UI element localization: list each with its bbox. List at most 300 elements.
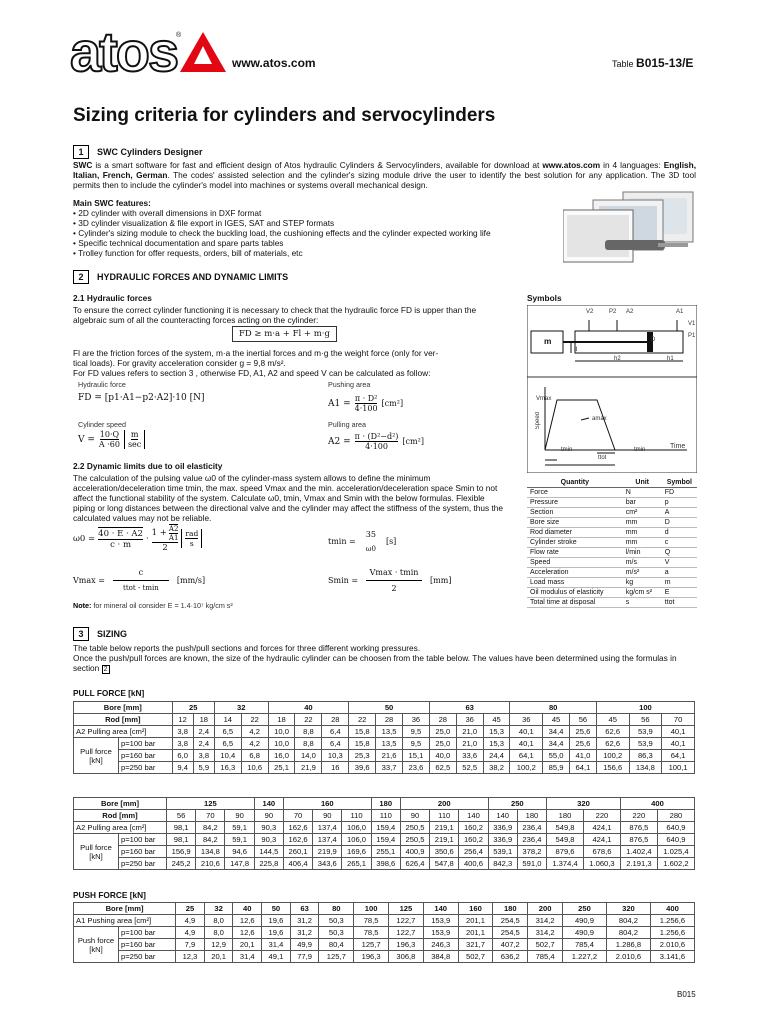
- force-value: 169,6: [342, 846, 371, 858]
- force-value: 549,8: [547, 834, 584, 846]
- area-value: 53,9: [629, 726, 662, 738]
- force-value: 20,1: [204, 951, 233, 963]
- area-value: 640,9: [657, 822, 694, 834]
- rod-row: [74, 714, 695, 726]
- force-value: 6,8: [241, 750, 268, 762]
- bore-value: 32: [204, 903, 233, 915]
- symbol-cell: Acceleration: [527, 568, 623, 578]
- bore-value: 320: [547, 798, 621, 810]
- rod-value: 110: [342, 810, 371, 822]
- area-value: 34,4: [543, 726, 570, 738]
- force-value: 14,0: [295, 750, 322, 762]
- force-header: Push force [kN]: [74, 927, 119, 963]
- rod-value: 36: [510, 714, 543, 726]
- symbol-row: [527, 498, 697, 508]
- force-value: 85,9: [543, 762, 570, 774]
- col-symbol: Symbol: [662, 478, 697, 488]
- section-number: 3: [73, 627, 89, 641]
- symbol-cell: Rod diameter: [527, 528, 623, 538]
- force-value: 255,1: [371, 846, 400, 858]
- symbol-cell: s: [623, 598, 662, 608]
- force-value: 25,6: [570, 738, 597, 750]
- note: Note: for mineral oil consider E = 1.4·10⁷ kg/cm s²: [73, 601, 233, 610]
- rod-value: 28: [376, 714, 403, 726]
- force-value: 6,4: [322, 738, 349, 750]
- rod-value: 220: [583, 810, 620, 822]
- pressure-label: p=100 bar: [119, 834, 167, 846]
- force-value: 59,1: [225, 834, 254, 846]
- force-value: 6,5: [214, 738, 241, 750]
- force-value: 77,9: [290, 951, 319, 963]
- area-value: 62,6: [596, 726, 629, 738]
- pushing-area-formula: A1 = $\frac{\text{π · D²}}{4\cdot 100}$ [cm²]: [328, 394, 404, 413]
- force-value: 159,4: [371, 834, 400, 846]
- bore-value: 80: [319, 903, 354, 915]
- force-value: 842,3: [488, 858, 517, 870]
- area-header: A2 Pulling area [cm²]: [74, 822, 167, 834]
- force-value: 196,3: [354, 951, 389, 963]
- force-value: 8,8: [295, 738, 322, 750]
- bore-value: 180: [493, 903, 528, 915]
- force-value: 100,2: [510, 762, 543, 774]
- features-list: [73, 198, 553, 258]
- pulling-area-label: Pulling area: [328, 420, 366, 429]
- force-value: 678,6: [583, 846, 620, 858]
- force-value: 25,1: [268, 762, 295, 774]
- bore-value: 125: [389, 903, 424, 915]
- section-1-intro: SWC is a smart software for fast and efficient design of Atos hydraulic Cylinders & Servocylinders, available for download at www.atos.com in 4 languages: English, Italian, French, German. The codes' assisted selection and the cylinder's sizing module drive the user to identify the best solution for any application. The 3D tool permits then to include the cylinder's model into machines or systems overall mechanical design.: [73, 160, 697, 190]
- rod-value: 90: [400, 810, 429, 822]
- bore-value: 400: [620, 798, 694, 810]
- force-value: 134,8: [629, 762, 662, 774]
- force-value: 314,2: [528, 927, 563, 939]
- pressure-label: p=160 bar: [119, 846, 167, 858]
- force-value: 23,6: [402, 762, 429, 774]
- bore-value: 50: [262, 903, 291, 915]
- symbol-cell: m/s: [623, 558, 662, 568]
- force-value: 2,4: [193, 738, 214, 750]
- area-value: 160,2: [459, 822, 488, 834]
- rod-value: 18: [193, 714, 214, 726]
- label-vmax: Vmax: [536, 396, 552, 402]
- area-header: A2 Pulling area [cm²]: [74, 726, 173, 738]
- force-value: 10,0: [268, 738, 295, 750]
- rod-value: 12: [172, 714, 193, 726]
- force-value: 156,6: [596, 762, 629, 774]
- symbol-cell: Force: [527, 488, 623, 498]
- force-value: 125,7: [319, 951, 354, 963]
- force-value: 33,7: [376, 762, 403, 774]
- force-value: 219,1: [430, 834, 459, 846]
- subsection-2-2-title: 2.2 Dynamic limits due to oil elasticity: [73, 461, 223, 471]
- pressure-label: p=100 bar: [119, 738, 173, 750]
- force-value: 256,4: [459, 846, 488, 858]
- rod-value: 90: [313, 810, 342, 822]
- area-value: 804,2: [606, 915, 650, 927]
- symbol-cell: Flow rate: [527, 548, 623, 558]
- force-value: 378,2: [517, 846, 546, 858]
- rod-value: 220: [620, 810, 657, 822]
- symbol-cell: l/min: [623, 548, 662, 558]
- force-row: [74, 738, 695, 750]
- force-value: 122,7: [389, 927, 424, 939]
- hydraulic-forces-paragraph: To ensure the correct cylinder functioning it is necessary to check that the hydraulic force FD is upper than the algebraic sum of all the counteracting forces acting on the cylinder:: [73, 305, 477, 325]
- section-3-heading: 3 SIZING: [73, 627, 127, 641]
- label-h2: h2: [614, 356, 621, 362]
- symbol-cell: E: [662, 588, 697, 598]
- force-value: 156,9: [167, 846, 196, 858]
- force-value: 64,1: [570, 762, 597, 774]
- force-value: 64,1: [662, 750, 695, 762]
- force-value: 39,6: [349, 762, 376, 774]
- force-value: 16,0: [268, 750, 295, 762]
- bore-value: 25: [172, 702, 214, 714]
- rod-value: 36: [402, 714, 429, 726]
- force-value: 336,9: [488, 834, 517, 846]
- force-value: 2.010,6: [606, 951, 650, 963]
- area-value: 8,8: [295, 726, 322, 738]
- force-value: 636,2: [493, 951, 528, 963]
- symbol-cell: kg/cm s²: [623, 588, 662, 598]
- area-value: 90,3: [254, 822, 283, 834]
- area-value: 162,6: [283, 822, 312, 834]
- area-value: 549,8: [547, 822, 584, 834]
- area-value: 106,0: [342, 822, 371, 834]
- symbol-row: [527, 488, 697, 498]
- bore-value: 200: [528, 903, 563, 915]
- subsection-2-1-title: 2.1 Hydraulic forces: [73, 293, 152, 303]
- label-mass: m: [544, 336, 552, 346]
- force-value: 10,4: [214, 750, 241, 762]
- symbol-row: [527, 508, 697, 518]
- symbol-cell: bar: [623, 498, 662, 508]
- force-value: 15,1: [402, 750, 429, 762]
- force-value: 490,9: [562, 927, 606, 939]
- force-value: 50,3: [319, 927, 354, 939]
- force-value: 350,6: [430, 846, 459, 858]
- force-value: 134,8: [196, 846, 225, 858]
- rod-value: 90: [254, 810, 283, 822]
- dynamic-limits-paragraph: The calculation of the pulsing value ω0 of the cylinder-mass system allows to define the minimum acceleration/deceleration time tmin, the max. speed Vmax and the min. acceleration/deceleration space Smin to not affect the functional stability of the system. Calculate ω0, tmin, Vmax and Smin with the below formulas. Flexible piping or long distances between the directional valve and the cylinder may affect the stiffness of the system, thus the calculated values may not be reliable.: [73, 473, 503, 523]
- symbol-cell: Oil modulus of elasticity: [527, 588, 623, 598]
- force-value: 100,1: [662, 762, 695, 774]
- force-value: 31,4: [233, 951, 262, 963]
- force-value: 80,4: [319, 939, 354, 951]
- symbol-cell: cm²: [623, 508, 662, 518]
- area-value: 876,5: [620, 822, 657, 834]
- force-value: 40,1: [662, 738, 695, 750]
- pressure-label: p=250 bar: [119, 762, 173, 774]
- force-value: 144,5: [254, 846, 283, 858]
- bore-value: 125: [167, 798, 255, 810]
- rod-row: [74, 810, 695, 822]
- symbol-cell: Cylinder stroke: [527, 538, 623, 548]
- force-value: 6,0: [172, 750, 193, 762]
- bore-value: 250: [488, 798, 546, 810]
- bore-value: 50: [349, 702, 430, 714]
- force-value: 40,1: [510, 738, 543, 750]
- label-speed: Speed: [535, 412, 541, 430]
- force-value: 260,1: [283, 846, 312, 858]
- area-value: 3,8: [172, 726, 193, 738]
- force-value: 52,5: [456, 762, 483, 774]
- force-value: 38,2: [483, 762, 510, 774]
- area-row: [74, 822, 695, 834]
- symbols-title: Symbols: [527, 293, 562, 303]
- force-value: 12,3: [176, 951, 205, 963]
- bore-value: 80: [510, 702, 596, 714]
- symbol-row: [527, 548, 697, 558]
- pull-force-table-2: [73, 797, 695, 870]
- force-value: 321,7: [458, 939, 493, 951]
- symbol-cell: p: [662, 498, 697, 508]
- force-value: 785,4: [528, 951, 563, 963]
- bore-row: [74, 903, 695, 915]
- registered-mark: ®: [176, 32, 182, 39]
- page-title: Sizing criteria for cylinders and servocylinders: [73, 105, 496, 126]
- force-value: 265,1: [342, 858, 371, 870]
- symbol-cell: m: [662, 578, 697, 588]
- cylinder-speed-formula: V = $\frac{10\cdot Q}{A \cdot 60}$ m sec: [78, 430, 145, 449]
- force-value: 25,0: [429, 738, 456, 750]
- force-row: [74, 750, 695, 762]
- force-header: Pull force [kN]: [74, 738, 119, 774]
- force-value: 1.286,8: [606, 939, 650, 951]
- bore-row: [74, 798, 695, 810]
- area-value: 8,0: [204, 915, 233, 927]
- force-value: 12,6: [233, 927, 262, 939]
- force-row: [74, 762, 695, 774]
- area-value: 9,5: [402, 726, 429, 738]
- force-value: 3.141,6: [650, 951, 694, 963]
- area-value: 201,1: [458, 915, 493, 927]
- force-value: 879,6: [547, 846, 584, 858]
- force-value: 153,9: [423, 927, 458, 939]
- pulling-area-formula: A2 = $\frac{\text{π · (D²−d²)}}{4\cdot 100}$ [cm²]: [328, 432, 424, 451]
- force-value: 25,3: [349, 750, 376, 762]
- rod-value: 110: [430, 810, 459, 822]
- force-value: 407,2: [493, 939, 528, 951]
- force-value: 137,4: [313, 834, 342, 846]
- force-value: 19,6: [262, 927, 291, 939]
- symbol-cell: mm: [623, 528, 662, 538]
- symbol-cell: Bore size: [527, 518, 623, 528]
- symbol-row: [527, 528, 697, 538]
- bore-value: 320: [606, 903, 650, 915]
- bore-value: 32: [214, 702, 268, 714]
- push-force-table: [73, 902, 695, 963]
- symbol-row: [527, 578, 697, 588]
- rod-value: 14: [214, 714, 241, 726]
- rod-value: 28: [322, 714, 349, 726]
- force-value: 547,8: [430, 858, 459, 870]
- force-value: 53,9: [629, 738, 662, 750]
- smin-formula: Smin = Vmax · tmin 2 [mm]: [328, 568, 452, 593]
- col-unit: Unit: [623, 478, 662, 488]
- section-1-heading: 1 SWC Cylinders Designer: [73, 145, 203, 159]
- rod-value: 22: [241, 714, 268, 726]
- header-url[interactable]: www.atos.com: [232, 56, 316, 70]
- force-value: 64,1: [510, 750, 543, 762]
- force-value: 1.025,4: [657, 846, 694, 858]
- symbol-cell: N: [623, 488, 662, 498]
- area-value: 1.256,6: [650, 915, 694, 927]
- area-value: 15,8: [349, 726, 376, 738]
- force-row: [74, 927, 695, 939]
- force-value: 539,1: [488, 846, 517, 858]
- symbol-row: [527, 558, 697, 568]
- area-value: 13,5: [376, 726, 403, 738]
- force-value: 1.402,4: [620, 846, 657, 858]
- force-value: 640,9: [657, 834, 694, 846]
- area-value: 314,2: [528, 915, 563, 927]
- pressure-label: p=160 bar: [119, 750, 173, 762]
- force-row: [74, 834, 695, 846]
- force-value: 16,3: [214, 762, 241, 774]
- area-value: 59,1: [225, 822, 254, 834]
- symbol-row: [527, 568, 697, 578]
- area-value: 25,6: [570, 726, 597, 738]
- bore-value: 63: [290, 903, 319, 915]
- force-value: 24,4: [483, 750, 510, 762]
- rod-value: 140: [459, 810, 488, 822]
- area-value: 254,5: [493, 915, 528, 927]
- force-value: 785,4: [562, 939, 606, 951]
- force-value: 400,9: [400, 846, 429, 858]
- force-value: 225,8: [254, 858, 283, 870]
- rod-value: 110: [371, 810, 400, 822]
- force-value: 40,0: [429, 750, 456, 762]
- force-value: 106,0: [342, 834, 371, 846]
- symbol-cell: V: [662, 558, 697, 568]
- symbol-cell: m/s²: [623, 568, 662, 578]
- rod-header: Rod [mm]: [74, 714, 173, 726]
- force-value: 626,4: [400, 858, 429, 870]
- force-value: 250,5: [400, 834, 429, 846]
- force-value: 210,6: [196, 858, 225, 870]
- pressure-label: p=160 bar: [119, 939, 176, 951]
- label-tmin-1: tmin: [561, 447, 573, 453]
- rod-value: 180: [517, 810, 546, 822]
- rod-value: 36: [456, 714, 483, 726]
- symbol-row: [527, 588, 697, 598]
- force-value: 55,0: [543, 750, 570, 762]
- bore-value: 160: [458, 903, 493, 915]
- force-value: 219,9: [313, 846, 342, 858]
- rod-value: 90: [225, 810, 254, 822]
- pull-force-table-1: [73, 701, 695, 774]
- sizing-paragraph: The table below reports the push/pull sections and forces for three different working pressures. Once the push/pull forces are known, the size of the hydraulic cylinder can be choosen from the table below. The values have been determined using the formulas in section 2: [73, 643, 677, 673]
- download-link[interactable]: www.atos.com: [542, 160, 601, 170]
- feature-item: • Cylinder's sizing module to check the buckling load, the cushioning effects and the cylinder expected working life: [73, 228, 491, 238]
- force-value: 49,1: [262, 951, 291, 963]
- area-value: 84,2: [196, 822, 225, 834]
- force-value: 876,5: [620, 834, 657, 846]
- force-value: 502,7: [528, 939, 563, 951]
- force-value: 7,9: [176, 939, 205, 951]
- symbols-table: [527, 478, 697, 608]
- area-value: 15,3: [483, 726, 510, 738]
- area-value: 10,0: [268, 726, 295, 738]
- bore-value: 25: [176, 903, 205, 915]
- pressure-label: p=250 bar: [119, 951, 176, 963]
- symbol-cell: D: [662, 518, 697, 528]
- force-value: 15,8: [349, 738, 376, 750]
- force-value: 400,6: [459, 858, 488, 870]
- force-value: 84,2: [196, 834, 225, 846]
- force-value: 100,2: [596, 750, 629, 762]
- force-value: 41,0: [570, 750, 597, 762]
- force-value: 343,6: [313, 858, 342, 870]
- force-value: 254,5: [493, 927, 528, 939]
- rod-value: 45: [596, 714, 629, 726]
- symbol-cell: c: [662, 538, 697, 548]
- force-value: 98,1: [167, 834, 196, 846]
- area-header: A1 Pushing area [cm²]: [74, 915, 176, 927]
- force-value: 406,4: [283, 858, 312, 870]
- force-value: 34,4: [543, 738, 570, 750]
- force-value: 384,8: [423, 951, 458, 963]
- cylinder-speed-label: Cylinder speed: [78, 420, 126, 429]
- area-row: [74, 915, 695, 927]
- pressure-label: p=100 bar: [119, 927, 176, 939]
- force-row: [74, 939, 695, 951]
- label-ttot: ttot: [598, 455, 607, 461]
- force-value: 12,9: [204, 939, 233, 951]
- features-title: Main SWC features:: [73, 198, 151, 208]
- footer-code: B015: [677, 990, 696, 999]
- symbol-cell: ttot: [662, 598, 697, 608]
- rod-value: 18: [268, 714, 295, 726]
- rod-value: 45: [543, 714, 570, 726]
- feature-item: • 2D cylinder with overall dimensions in DXF format: [73, 208, 262, 218]
- force-value: 21,9: [295, 762, 322, 774]
- area-value: 21,0: [456, 726, 483, 738]
- force-value: 8,0: [204, 927, 233, 939]
- force-value: 9,5: [402, 738, 429, 750]
- label-amax: amax: [592, 416, 607, 422]
- area-value: 4,9: [176, 915, 205, 927]
- force-value: 21,6: [376, 750, 403, 762]
- col-quantity: Quantity: [527, 478, 623, 488]
- force-value: 804,2: [606, 927, 650, 939]
- symbol-cell: Pressure: [527, 498, 623, 508]
- symbol-cell: FD: [662, 488, 697, 498]
- bore-header: Bore [mm]: [74, 903, 176, 915]
- force-row: [74, 951, 695, 963]
- label-p2: P2: [609, 309, 617, 315]
- force-value: 1.227,2: [562, 951, 606, 963]
- symbol-row: [527, 538, 697, 548]
- tmin-formula: tmin = 35 ω0 [s]: [328, 530, 397, 553]
- label-h1: h1: [667, 356, 674, 362]
- hydraulic-force-formula: FD = [p1·A1−p2·A2]·10 [N]: [78, 393, 205, 403]
- hydraulic-force-label: Hydraulic force: [78, 380, 126, 389]
- area-value: 2,4: [193, 726, 214, 738]
- force-value: 33,6: [456, 750, 483, 762]
- area-value: 137,4: [313, 822, 342, 834]
- label-tmin-2: tmin: [634, 447, 646, 453]
- label-time: Time: [670, 443, 686, 450]
- rod-value: 22: [295, 714, 322, 726]
- area-value: 40,1: [510, 726, 543, 738]
- area-value: 6,5: [214, 726, 241, 738]
- force-value: 78,5: [354, 927, 389, 939]
- force-value: 236,4: [517, 834, 546, 846]
- area-value: 336,9: [488, 822, 517, 834]
- feature-item: • Specific technical documentation and spare parts tables: [73, 238, 284, 248]
- section-2-heading: 2 HYDRAULIC FORCES AND DYNAMIC LIMITS: [73, 270, 288, 284]
